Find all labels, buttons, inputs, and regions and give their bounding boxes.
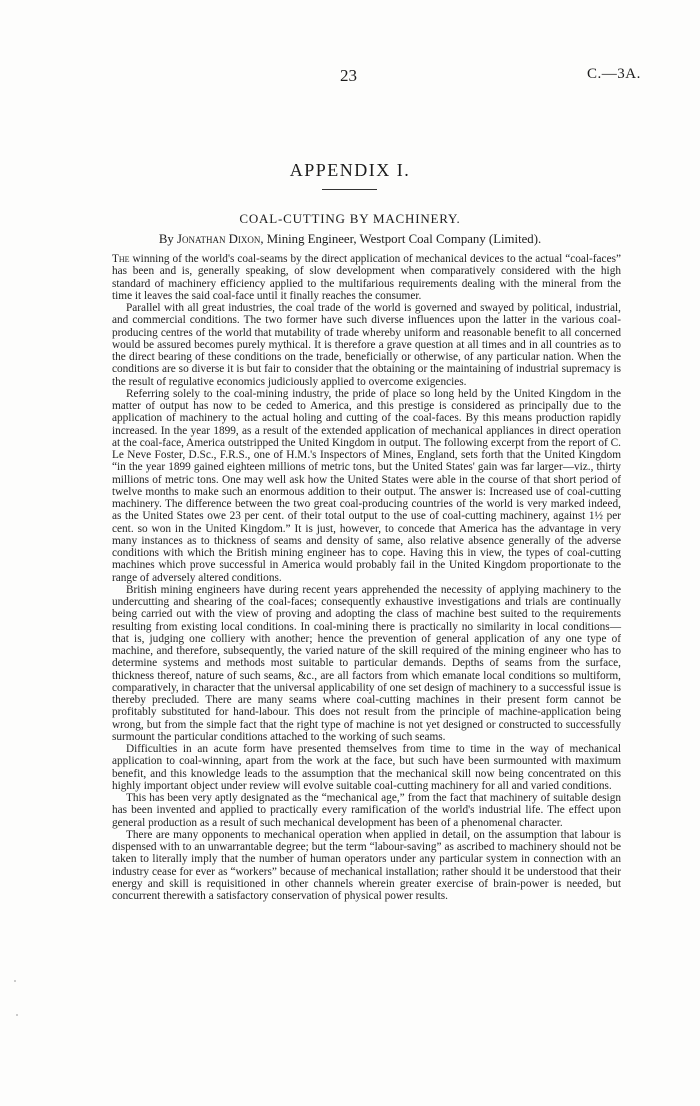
page-number: 23 [340, 66, 357, 85]
paragraph-2: Parallel with all great industries, the coal trade of the world is governed and swayed by political, industrial, and commercial conditions. The two former have such diverse influences upon the latter in the various coal-producing centres of the world that mutability of trade whereby uniform and reasonable benefit to all concerned would be assured becomes purely mythical. It is therefore a grave question at all times and in all countries as to the direct bearing of these conditions on the trade, beneficially or otherwise, of any particular nation. When the conditions are so diverse it is but fair to consider that the obtaining or the maintaining of industrial supremacy is the result of regulative economics judiciously applied to overcome exigencies. [112, 302, 621, 388]
paragraph-lead-word: The [112, 253, 130, 265]
paragraph-4: British mining engineers have during recent years apprehended the necessity of applying machinery to the undercutting and shearing of the coal-faces; consequently exhaustive investigations and trials are continually being carried out with the view of proving and adopting the class of machine best suited to the requirements resulting from existing local conditions. In coal-mining there is practically no similarity in local conditions—that is, judging one colliery with another; hence the prevention of general application of any one type of machine, and therefore, subsequently, the varied nature of the skill required of the mining engineer who has to determine systems and methods most suitable to particular demands. Depths of seams from the surface, thickness thereof, nature of such seams, &c., are all factors from which emanate local conditions so multiform, comparatively, in character that the universal applicability of one set design of machinery to a successful issue is thereby precluded. There are many seams where coal-cutting machines in their present form cannot be profitably substituted for hand-labour. This does not result from the principle of machine-application being wrong, but from the simple fact that the right type of machine is not yet designed or constructed to successfully surmount the particular conditions attached to the working of such seams. [112, 583, 621, 743]
paragraph-6: This has been very aptly designated as the “mechanical age,” from the fact that machinery of suitable design has been invented and applied to practically every ramification of the world's industrial life. The effect upon general production as a result of such mechanical development has been of a phenomenal character. [112, 792, 621, 829]
byline [0, 232, 700, 247]
author-affiliation: , Mining Engineer, Westport Coal Company (Limited). [260, 232, 542, 246]
scan-speck [14, 980, 16, 982]
article-body [112, 253, 621, 902]
author-name: Jonathan Dixon [176, 232, 261, 246]
paragraph-1 [112, 253, 621, 302]
document-reference: C.—3A. [587, 66, 641, 82]
paragraph-7: There are many opponents to mechanical operation when applied in detail, on the assumption that labour is dispensed with to an unwarrantable degree; but the term “labour-saving” as ascribed to machinery should not be taken to literally imply that the number of human operators under any particular system in connection with an industry cease for ever as “workers” because of mechanical installation; rather should it be understood that their energy and skill is requisitioned in other channels wherein greater exercise of brain-power is needed, but concurrent therewith a satisfactory conservation of physical power results. [112, 828, 621, 902]
article-title: COAL-CUTTING BY MACHINERY. [239, 211, 461, 226]
scan-speck [16, 1014, 18, 1016]
appendix-title: APPENDIX I. [289, 160, 411, 180]
byline-prefix: By [158, 232, 174, 246]
paragraph-5: Difficulties in an acute form have presented themselves from time to time in the way of mechanical application to coal-winning, apart from the work at the face, but such have been surmounted with maximum benefit, and this knowledge leads to the assumption that the mechanical skill now being concentrated on this highly important object under review will evolve suitable coal-cutting machinery for all and varied conditions. [112, 743, 621, 792]
paragraph-3: Referring solely to the coal-mining industry, the pride of place so long held by the United Kingdom in the matter of output has now to be ceded to America, and this prestige is considered as principally due to the application of machinery to the actual holing and cutting of the coal-faces. By this means production rapidly increased. In the year 1899, as a result of the extended application of mechanical appliances in direct operation at the coal-face, America outstripped the United Kingdom in output. The following excerpt from the report of C. Le Neve Foster, D.Sc., F.R.S., one of H.M.'s Inspectors of Mines, England, sets forth that the United Kingdom “in the year 1899 gained eighteen millions of metric tons, but the United States' gain was far larger—viz., thirty millions of metric tons. One may well ask how the United States were able in the course of that short period of twelve months to make such an enormous addition to their output. The answer is: Increased use of coal-cutting machinery. The difference between the two great coal-producing countries of the world is very marked indeed, as the United States owe 23 per cent. of their total output to the use of coal-cutting machinery, against 1½ per cent. so won in the United Kingdom.” It is just, however, to concede that America has the advantage in very many instances as to thickness of seams and density of same, also relative absence generally of the adverse conditions with which the British mining engineer has to cope. Having this in view, the types of coal-cutting machines which prove successful in America would probably fail in the United Kingdom proportionate to the range of adversely altered conditions. [112, 387, 621, 584]
title-rule [322, 189, 377, 190]
paragraph-text: winning of the world's coal-seams by the direct application of mechanical devices to the actual “coal-faces” has been and is, generally speaking, of slow development when comparatively considered with the high standard of machinery efficiency applied to the multifarious requirements dealing with the mineral from the time it leaves the said coal-face until it finally reaches the consumer. [112, 253, 621, 302]
